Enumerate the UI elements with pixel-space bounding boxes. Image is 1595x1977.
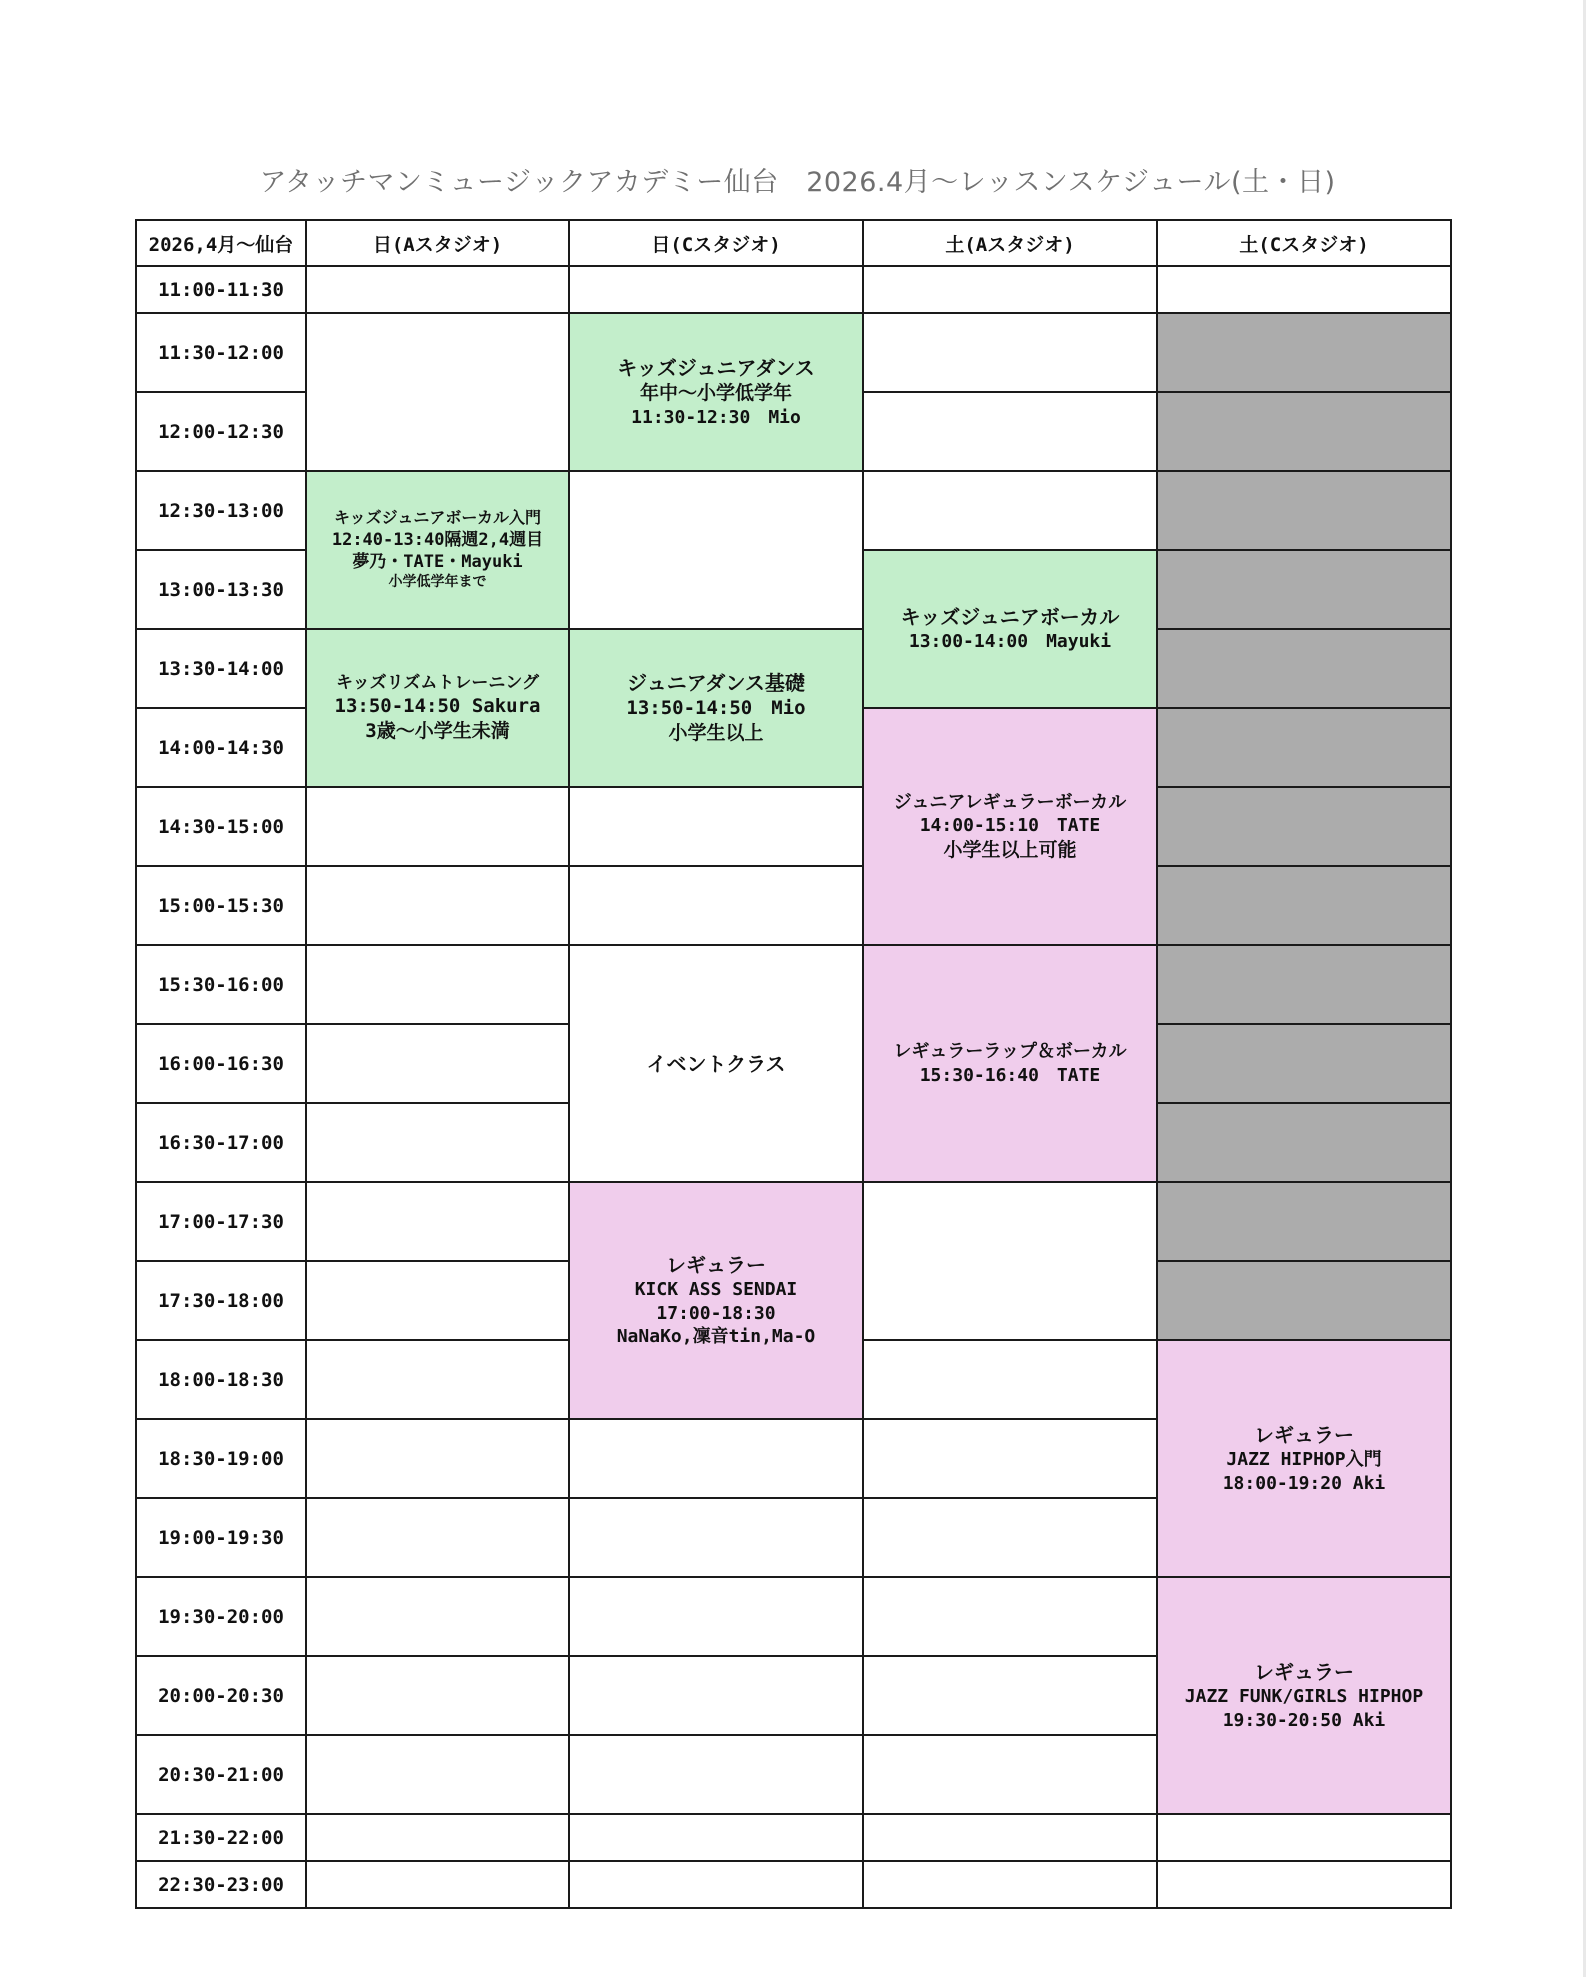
unavailable-cell <box>1157 471 1451 550</box>
lesson-name: ジュニアダンス基礎 <box>627 671 805 696</box>
empty-cell <box>306 1577 569 1656</box>
empty-cell <box>306 1735 569 1814</box>
unavailable-cell <box>1157 866 1451 945</box>
empty-cell <box>1157 1861 1451 1908</box>
lesson-name: レギュラーラップ＆ボーカル <box>893 1041 1127 1063</box>
page-title: アタッチマンミュージックアカデミー仙台 2026.4月〜レッスンスケジュール(土・日) <box>259 167 1336 198</box>
empty-cell <box>306 1261 569 1340</box>
unavailable-cell <box>1157 392 1451 471</box>
lesson-target: 小学低学年まで <box>388 574 487 591</box>
empty-cell <box>569 1577 863 1656</box>
lesson-teachers: NaNaKo,凜音tin,Ma-O <box>616 1326 816 1348</box>
empty-cell <box>1157 266 1451 313</box>
empty-cell <box>569 787 863 866</box>
time-cell: 17:30-18:00 <box>136 1261 306 1340</box>
header-sat-c-studio: 土(Cスタジオ) <box>1157 220 1451 266</box>
lesson-kids-junior-vocal-intro[interactable] <box>306 471 569 629</box>
table-row <box>136 313 1451 392</box>
empty-cell <box>306 1498 569 1577</box>
time-cell: 17:00-17:30 <box>136 1182 306 1261</box>
time-cell: 11:30-12:00 <box>136 313 306 392</box>
empty-cell <box>863 1182 1157 1340</box>
unavailable-cell <box>1157 313 1451 392</box>
time-cell: 19:30-20:00 <box>136 1577 306 1656</box>
empty-cell <box>863 471 1157 550</box>
empty-cell <box>306 1103 569 1182</box>
table-row <box>136 945 1451 1024</box>
lesson-regular-jazz-funk-girls-hiphop[interactable] <box>1157 1577 1451 1814</box>
lesson-junior-dance-basics[interactable] <box>569 629 863 787</box>
header-sun-a-studio: 日(Aスタジオ) <box>306 220 569 266</box>
lesson-teachers: 夢乃・TATE・Mayuki <box>352 552 523 573</box>
time-cell: 20:30-21:00 <box>136 1735 306 1814</box>
time-cell: 20:00-20:30 <box>136 1656 306 1735</box>
lesson-target: 小学生以上 <box>668 722 764 744</box>
header-sun-c-studio: 日(Cスタジオ) <box>569 220 863 266</box>
empty-cell <box>863 266 1157 313</box>
lesson-time-teacher: 13:00-14:00 Mayuki <box>908 631 1112 653</box>
empty-cell <box>863 1419 1157 1498</box>
time-cell: 21:30-22:00 <box>136 1814 306 1861</box>
lesson-kids-rhythm-training[interactable] <box>306 629 569 787</box>
empty-cell <box>863 1340 1157 1419</box>
empty-cell <box>306 1340 569 1419</box>
lesson-time: 17:00-18:30 <box>656 1302 776 1324</box>
table-row <box>136 471 1451 550</box>
lesson-genre: JAZZ FUNK/GIRLS HIPHOP <box>1184 1686 1424 1708</box>
lesson-name: キッズジュニアダンス <box>617 355 815 380</box>
lesson-time-teacher: 15:30-16:40 TATE <box>919 1064 1101 1086</box>
time-cell: 19:00-19:30 <box>136 1498 306 1577</box>
lesson-target: 小学生以上可能 <box>943 838 1077 861</box>
empty-cell <box>569 866 863 945</box>
time-cell: 14:30-15:00 <box>136 787 306 866</box>
empty-cell <box>306 1656 569 1735</box>
lesson-kids-junior-vocal[interactable] <box>863 550 1157 708</box>
time-cell: 15:30-16:00 <box>136 945 306 1024</box>
empty-cell <box>863 313 1157 392</box>
lesson-regular-jazz-hiphop-intro[interactable] <box>1157 1340 1451 1577</box>
empty-cell <box>569 1814 863 1861</box>
time-cell: 16:30-17:00 <box>136 1103 306 1182</box>
time-cell: 15:00-15:30 <box>136 866 306 945</box>
table-row <box>136 1182 1451 1261</box>
time-cell: 13:00-13:30 <box>136 550 306 629</box>
lesson-genre: JAZZ HIPHOP入門 <box>1226 1449 1382 1471</box>
lesson-name: キッズリズムトレーニング <box>336 673 539 694</box>
time-cell: 13:30-14:00 <box>136 629 306 708</box>
lesson-kids-junior-dance[interactable] <box>569 313 863 471</box>
lesson-name: イベントクラス <box>646 1051 786 1076</box>
unavailable-cell <box>1157 1103 1451 1182</box>
empty-cell <box>569 1735 863 1814</box>
schedule-table <box>135 219 1452 1909</box>
empty-cell <box>569 1498 863 1577</box>
unavailable-cell <box>1157 629 1451 708</box>
unavailable-cell <box>1157 708 1451 787</box>
empty-cell <box>569 1656 863 1735</box>
empty-cell <box>569 266 863 313</box>
empty-cell <box>863 392 1157 471</box>
header-sat-a-studio: 土(Aスタジオ) <box>863 220 1157 266</box>
lesson-name: キッズジュニアボーカル入門 <box>333 508 542 528</box>
empty-cell <box>863 1814 1157 1861</box>
lesson-name: レギュラー <box>666 1253 766 1278</box>
time-cell: 22:30-23:00 <box>136 1861 306 1908</box>
lesson-time-teacher: 11:30-12:30 Mio <box>631 406 801 428</box>
lesson-team: KICK ASS SENDAI <box>634 1279 798 1301</box>
lesson-regular-kick-ass-sendai[interactable] <box>569 1182 863 1419</box>
table-row <box>136 866 1451 945</box>
unavailable-cell <box>1157 787 1451 866</box>
lesson-name: ジュニアレギュラーボーカル <box>893 791 1127 813</box>
table-row <box>136 1861 1451 1908</box>
unavailable-cell <box>1157 550 1451 629</box>
time-cell: 18:30-19:00 <box>136 1419 306 1498</box>
lesson-name: レギュラー <box>1254 1660 1354 1685</box>
empty-cell <box>863 1656 1157 1735</box>
lesson-event-class[interactable] <box>569 945 863 1182</box>
lesson-time-teacher: 19:30-20:50 Aki <box>1222 1709 1386 1731</box>
table-row <box>136 1577 1451 1656</box>
empty-cell <box>306 945 569 1024</box>
empty-cell <box>306 1814 569 1861</box>
lesson-time-teacher: 14:00-15:10 TATE <box>919 815 1101 837</box>
time-cell: 16:00-16:30 <box>136 1024 306 1103</box>
empty-cell <box>306 787 569 866</box>
empty-cell <box>306 1182 569 1261</box>
unavailable-cell <box>1157 1261 1451 1340</box>
empty-cell <box>863 1498 1157 1577</box>
lesson-target: 3歳〜小学生未満 <box>365 720 510 743</box>
empty-cell <box>569 1861 863 1908</box>
time-cell: 11:00-11:30 <box>136 266 306 313</box>
header-row <box>136 220 1451 266</box>
header-corner: 2026,4月〜仙台 <box>136 220 306 266</box>
unavailable-cell <box>1157 1024 1451 1103</box>
empty-cell <box>1157 1814 1451 1861</box>
lesson-target: 年中〜小学低学年 <box>639 381 792 404</box>
empty-cell <box>306 1024 569 1103</box>
lesson-name: レギュラー <box>1254 1423 1354 1448</box>
empty-cell <box>569 1419 863 1498</box>
empty-cell <box>863 1861 1157 1908</box>
time-cell: 12:00-12:30 <box>136 392 306 471</box>
lesson-name: キッズジュニアボーカル <box>900 605 1120 630</box>
lesson-time-teacher: 13:50-14:50 Sakura <box>334 695 541 718</box>
table-row <box>136 629 1451 708</box>
lesson-time: 12:40-13:40隔週2,4週目 <box>331 530 544 551</box>
empty-cell <box>306 266 569 313</box>
lesson-time-teacher: 13:50-14:50 Mio <box>626 697 806 720</box>
unavailable-cell <box>1157 1182 1451 1261</box>
empty-cell <box>569 471 863 629</box>
empty-cell <box>306 866 569 945</box>
empty-cell <box>306 313 569 471</box>
table-row <box>136 787 1451 866</box>
empty-cell <box>306 1861 569 1908</box>
table-row <box>136 266 1451 313</box>
lesson-junior-regular-vocal[interactable] <box>863 708 1157 945</box>
time-cell: 14:00-14:30 <box>136 708 306 787</box>
empty-cell <box>306 1419 569 1498</box>
empty-cell <box>863 1577 1157 1656</box>
unavailable-cell <box>1157 945 1451 1024</box>
page-edge <box>1583 0 1586 1977</box>
time-cell: 12:30-13:00 <box>136 471 306 550</box>
table-row <box>136 1814 1451 1861</box>
empty-cell <box>863 1735 1157 1814</box>
lesson-time-teacher: 18:00-19:20 Aki <box>1222 1472 1386 1494</box>
time-cell: 18:00-18:30 <box>136 1340 306 1419</box>
lesson-regular-rap-vocal[interactable] <box>863 945 1157 1182</box>
